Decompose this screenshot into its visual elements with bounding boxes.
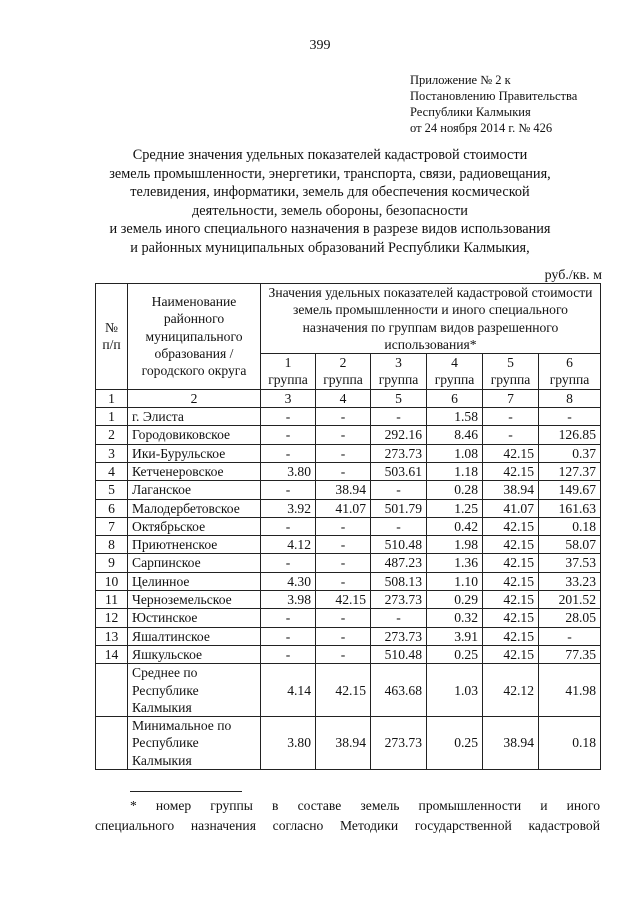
value-cell: - xyxy=(316,444,371,462)
summary-value: 4.14 xyxy=(261,664,316,717)
value-cell: 42.15 xyxy=(483,591,539,609)
value-cell: 42.15 xyxy=(483,609,539,627)
appendix-line: от 24 ноября 2014 г. № 426 xyxy=(410,121,553,135)
row-number: 12 xyxy=(96,609,128,627)
value-cell: 508.13 xyxy=(371,572,427,590)
summary-label xyxy=(128,664,261,717)
municipality-name: Кетченеровское xyxy=(128,462,261,480)
column-number: 7 xyxy=(483,389,539,407)
municipality-name: Лаганское xyxy=(128,481,261,499)
summary-label-line: Среднее по xyxy=(132,665,198,681)
header-values: Значения удельных показателей кадастровой стоимости земель промышленности и иного специального назначения по группам видов разрешенного использования* xyxy=(261,284,601,354)
value-cell: 37.53 xyxy=(539,554,601,572)
value-cell: 487.23 xyxy=(371,554,427,572)
value-cell: 8.46 xyxy=(427,426,483,444)
table-row xyxy=(96,426,601,444)
table-row xyxy=(96,444,601,462)
value-cell: 510.48 xyxy=(371,536,427,554)
title-line: и районных муниципальных образований Республики Калмыкия, xyxy=(130,239,530,256)
value-cell: - xyxy=(539,408,601,426)
table-row xyxy=(96,645,601,663)
value-cell: 38.94 xyxy=(316,481,371,499)
cadastral-values-table xyxy=(95,283,601,770)
value-cell: 0.29 xyxy=(427,591,483,609)
municipality-name: Октябрьское xyxy=(128,517,261,535)
value-cell: 503.61 xyxy=(371,462,427,480)
value-cell: - xyxy=(316,517,371,535)
value-cell: - xyxy=(316,645,371,663)
table-row xyxy=(96,462,601,480)
value-cell: - xyxy=(261,444,316,462)
value-cell: - xyxy=(316,426,371,444)
value-cell: 3.92 xyxy=(261,499,316,517)
value-cell: 3.98 xyxy=(261,591,316,609)
row-number: 8 xyxy=(96,536,128,554)
value-cell: 273.73 xyxy=(371,627,427,645)
row-number: 5 xyxy=(96,481,128,499)
value-cell: 42.15 xyxy=(483,572,539,590)
page-number: 399 xyxy=(309,38,331,53)
value-cell: - xyxy=(371,609,427,627)
municipality-name: Ики-Бурульское xyxy=(128,444,261,462)
table-row xyxy=(96,591,601,609)
table-row xyxy=(96,572,601,590)
value-cell: 4.12 xyxy=(261,536,316,554)
summary-spacer xyxy=(96,664,128,717)
value-cell: 292.16 xyxy=(371,426,427,444)
appendix-line: Постановлению Правительства xyxy=(410,89,578,103)
municipality-name: Черноземельское xyxy=(128,591,261,609)
footnote-line: специального назначения согласно Методики государственной кадастровой xyxy=(95,818,600,833)
appendix-line: Приложение № 2 к xyxy=(410,73,511,87)
value-cell: - xyxy=(483,426,539,444)
value-cell: - xyxy=(261,609,316,627)
footnote-line: * номер группы в составе земель промышленности и иного xyxy=(130,798,600,813)
column-number: 4 xyxy=(316,389,371,407)
municipality-name: Юстинское xyxy=(128,609,261,627)
value-cell: 126.85 xyxy=(539,426,601,444)
title-line: и земель иного специального назначения в разрезе видов использования xyxy=(109,221,551,237)
municipality-name: Малодербетовское xyxy=(128,499,261,517)
value-cell: - xyxy=(316,609,371,627)
column-number: 5 xyxy=(371,389,427,407)
column-number-row xyxy=(96,389,601,407)
column-number: 2 xyxy=(128,389,261,407)
value-cell: 4.30 xyxy=(261,572,316,590)
value-cell: 0.28 xyxy=(427,481,483,499)
value-cell: - xyxy=(371,517,427,535)
row-number: 13 xyxy=(96,627,128,645)
value-cell: 38.94 xyxy=(483,481,539,499)
municipality-name: г. Элиста xyxy=(128,408,261,426)
value-cell: 1.10 xyxy=(427,572,483,590)
summary-spacer xyxy=(96,717,128,770)
value-cell: 273.73 xyxy=(371,591,427,609)
title-line: Средние значения удельных показателей кадастровой стоимости xyxy=(132,147,528,163)
table-row xyxy=(96,517,601,535)
value-cell: 42.15 xyxy=(483,645,539,663)
document-title xyxy=(60,146,600,257)
summary-label xyxy=(128,717,261,770)
value-cell: 42.15 xyxy=(483,462,539,480)
value-cell: 273.73 xyxy=(371,444,427,462)
title-line: телевидения, информатики, земель для обеспечения космической xyxy=(130,184,530,200)
table-row xyxy=(96,536,601,554)
table-row xyxy=(96,408,601,426)
value-cell: 1.36 xyxy=(427,554,483,572)
municipality-name: Целинное xyxy=(128,572,261,590)
value-cell: 28.05 xyxy=(539,609,601,627)
value-cell: - xyxy=(261,408,316,426)
summary-label-line: Минимальное по xyxy=(132,718,232,734)
footnote-separator xyxy=(130,791,242,792)
header-number: № п/п xyxy=(96,284,128,390)
value-cell: 201.52 xyxy=(539,591,601,609)
row-number: 3 xyxy=(96,444,128,462)
summary-value: 41.98 xyxy=(539,664,601,717)
table-row xyxy=(96,481,601,499)
value-cell: 42.15 xyxy=(483,444,539,462)
value-cell: 3.91 xyxy=(427,627,483,645)
value-cell: 42.15 xyxy=(483,536,539,554)
group-header: 5 группа xyxy=(483,354,539,390)
appendix-line: Республики Калмыкия xyxy=(410,105,531,119)
value-cell: - xyxy=(316,462,371,480)
value-cell: 149.67 xyxy=(539,481,601,499)
row-number: 7 xyxy=(96,517,128,535)
value-cell: - xyxy=(539,627,601,645)
row-number: 10 xyxy=(96,572,128,590)
table-row xyxy=(96,609,601,627)
value-cell: - xyxy=(371,408,427,426)
value-cell: - xyxy=(316,572,371,590)
summary-value: 38.94 xyxy=(483,717,539,770)
summary-value: 42.15 xyxy=(316,664,371,717)
footnote xyxy=(95,796,600,836)
value-cell: 42.15 xyxy=(483,517,539,535)
value-cell: 0.32 xyxy=(427,609,483,627)
value-cell: 127.37 xyxy=(539,462,601,480)
table-row xyxy=(96,554,601,572)
value-cell: - xyxy=(261,426,316,444)
table-row xyxy=(96,499,601,517)
municipality-name: Сарпинское xyxy=(128,554,261,572)
summary-value: 3.80 xyxy=(261,717,316,770)
value-cell: - xyxy=(261,645,316,663)
value-cell: 0.42 xyxy=(427,517,483,535)
summary-value: 38.94 xyxy=(316,717,371,770)
group-header: 1 группа xyxy=(261,354,316,390)
column-number: 6 xyxy=(427,389,483,407)
value-cell: 42.15 xyxy=(316,591,371,609)
column-number: 1 xyxy=(96,389,128,407)
value-cell: 42.15 xyxy=(483,554,539,572)
summary-label-line: Калмыкия xyxy=(132,752,192,768)
value-cell: 58.07 xyxy=(539,536,601,554)
header-municipality: Наименование районного муниципального образования /городского округа xyxy=(128,284,261,390)
row-number: 9 xyxy=(96,554,128,572)
summary-value: 0.18 xyxy=(539,717,601,770)
value-cell: - xyxy=(261,627,316,645)
value-cell: - xyxy=(483,408,539,426)
value-cell: - xyxy=(261,517,316,535)
municipality-name: Яшалтинское xyxy=(128,627,261,645)
value-cell: 3.80 xyxy=(261,462,316,480)
value-cell: 1.98 xyxy=(427,536,483,554)
summary-value: 273.73 xyxy=(371,717,427,770)
table-row xyxy=(96,627,601,645)
value-cell: - xyxy=(316,536,371,554)
value-cell: - xyxy=(316,408,371,426)
value-cell: 0.25 xyxy=(427,645,483,663)
column-number: 8 xyxy=(539,389,601,407)
row-number: 1 xyxy=(96,408,128,426)
value-cell: 33.23 xyxy=(539,572,601,590)
value-cell: 161.63 xyxy=(539,499,601,517)
value-cell: - xyxy=(316,627,371,645)
group-header: 2 группа xyxy=(316,354,371,390)
title-line: деятельности, земель обороны, безопасности xyxy=(192,202,468,219)
row-number: 14 xyxy=(96,645,128,663)
value-cell: 41.07 xyxy=(483,499,539,517)
summary-value: 463.68 xyxy=(371,664,427,717)
value-cell: 41.07 xyxy=(316,499,371,517)
summary-value: 1.03 xyxy=(427,664,483,717)
summary-value: 0.25 xyxy=(427,717,483,770)
value-cell: - xyxy=(371,481,427,499)
value-cell: 501.79 xyxy=(371,499,427,517)
municipality-name: Яшкульское xyxy=(128,645,261,663)
column-number: 3 xyxy=(261,389,316,407)
value-cell: - xyxy=(261,554,316,572)
value-cell: 510.48 xyxy=(371,645,427,663)
summary-label-line: Республике xyxy=(132,735,199,751)
value-cell: 1.08 xyxy=(427,444,483,462)
value-cell: 1.18 xyxy=(427,462,483,480)
value-cell: 1.58 xyxy=(427,408,483,426)
title-line: земель промышленности, энергетики, транспорта, связи, радиовещания, xyxy=(109,165,551,182)
summary-row xyxy=(96,717,601,770)
summary-value: 42.12 xyxy=(483,664,539,717)
municipality-name: Приютненское xyxy=(128,536,261,554)
appendix-note xyxy=(410,72,577,136)
value-cell: 0.37 xyxy=(539,444,601,462)
summary-label-line: Калмыкия xyxy=(132,699,192,715)
summary-label-line: Республике xyxy=(132,682,199,698)
header-row xyxy=(96,284,601,354)
value-cell: - xyxy=(316,554,371,572)
group-header: 3 группа xyxy=(371,354,427,390)
row-number: 11 xyxy=(96,591,128,609)
value-cell: 77.35 xyxy=(539,645,601,663)
value-cell: 1.25 xyxy=(427,499,483,517)
value-cell: 0.18 xyxy=(539,517,601,535)
summary-row xyxy=(96,664,601,717)
municipality-name: Городовиковское xyxy=(128,426,261,444)
group-header: 4 группа xyxy=(427,354,483,390)
value-cell: 42.15 xyxy=(483,627,539,645)
row-number: 6 xyxy=(96,499,128,517)
row-number: 2 xyxy=(96,426,128,444)
value-cell: - xyxy=(261,481,316,499)
row-number: 4 xyxy=(96,462,128,480)
unit-label: руб./кв. м xyxy=(544,268,602,283)
group-header: 6 группа xyxy=(539,354,601,390)
